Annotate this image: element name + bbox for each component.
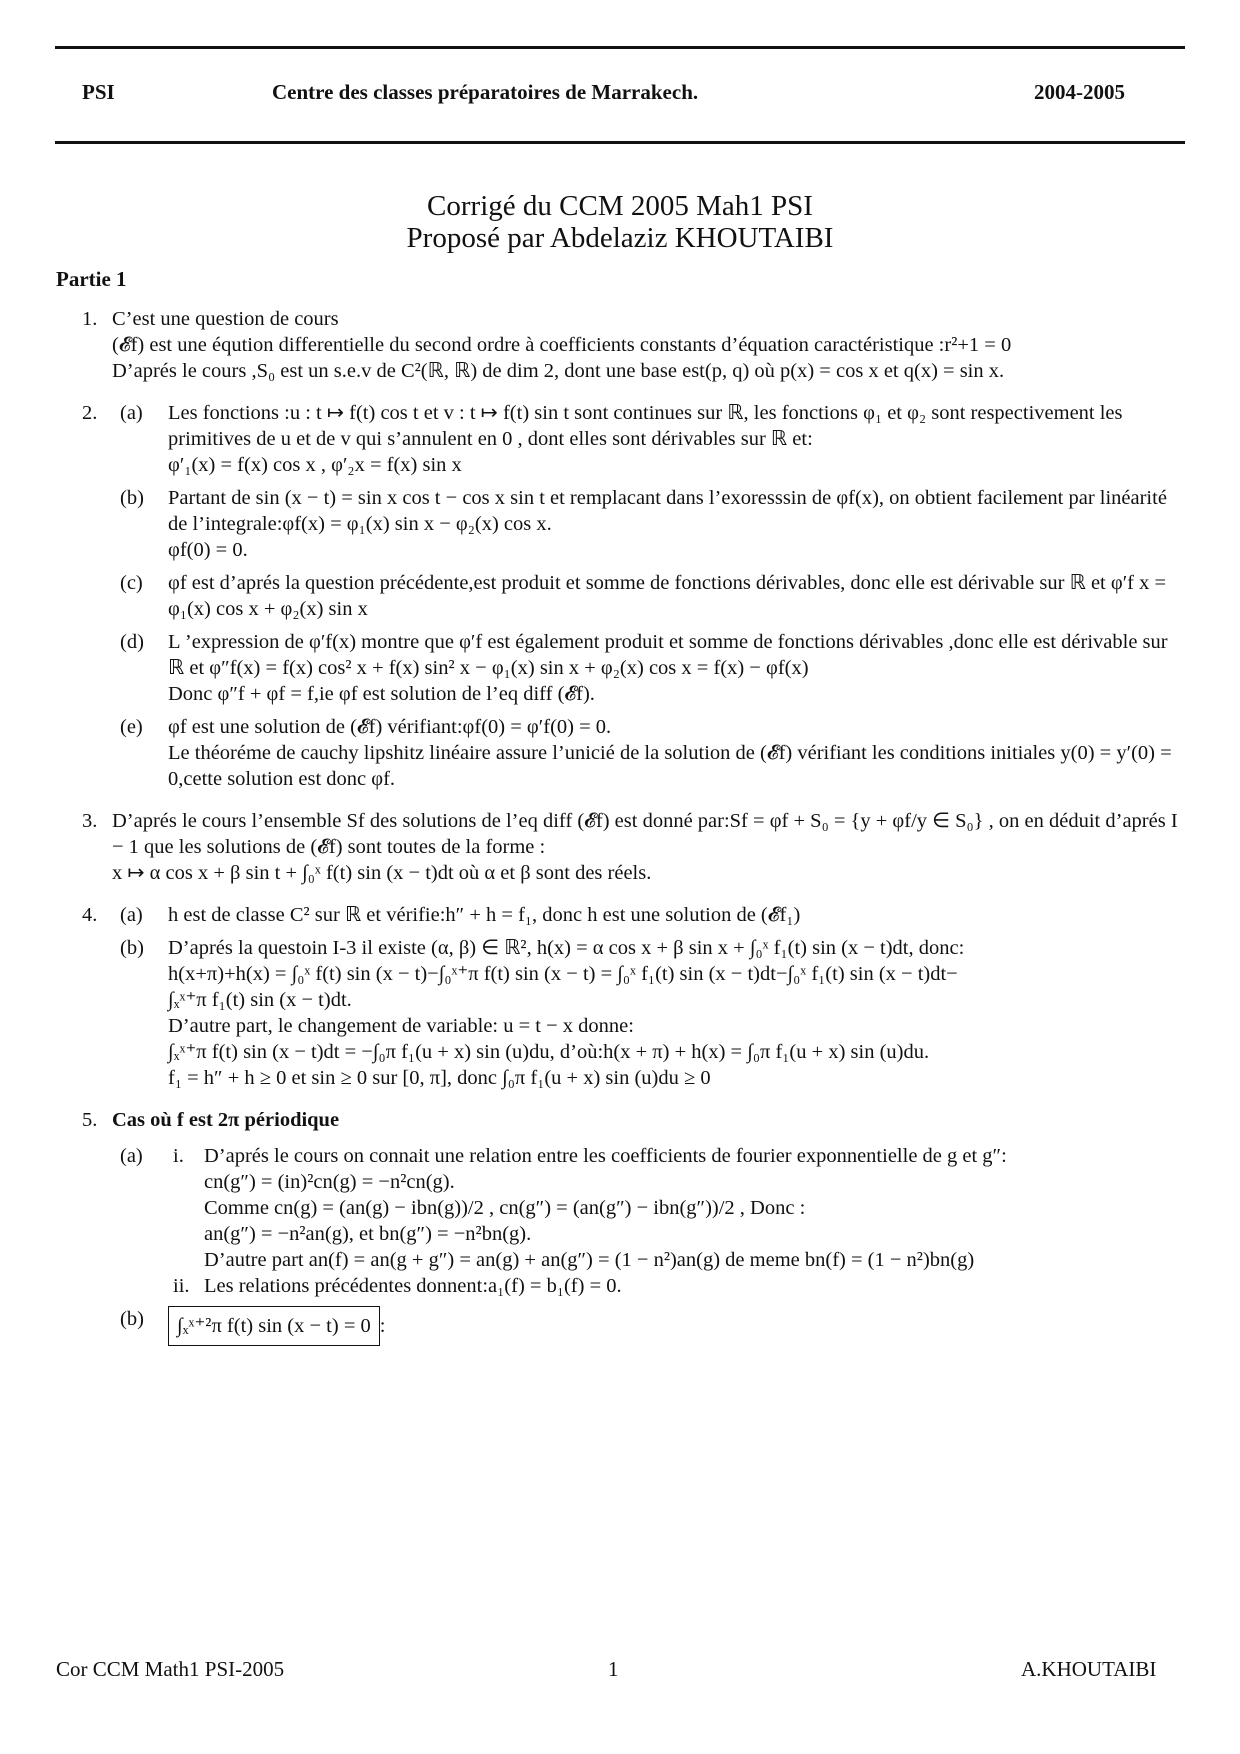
footer-left: Cor CCM Math1 PSI-2005 [56,1657,285,1681]
sub-question-label: (d) [120,631,144,653]
sub-question [112,570,1186,622]
text-line: Le théoréme de cauchy lipshitz linéaire assure l’unicié de la solution de (𝓔f) vérifiant les conditions initiales y(0) = y′(0) = 0,cette solution est donc φf. [168,742,1172,790]
sub-question [112,1306,1186,1346]
sub-sub-question [168,1273,1186,1299]
text-line: ∫ₓˣ⁺π f(t) sin (x − t)dt = −∫₀π f₁(u + x) sin (u)du, d’où:h(x + π) + h(x) = ∫₀π f₁(u + x) sin (u)du. [168,1041,930,1063]
document-title [0,190,1240,254]
question-number: 3. [82,810,98,832]
text-line: Partant de sin (x − t) = sin x cos t − cos x sin t et remplacant dans l’exoresssin de φf(x), on obtient facilement par linéarité de l’integrale:φf(x) = φ₁(x) sin x − φ₂(x) cos x. [168,487,1167,535]
text-line: φf(0) = 0. [168,539,248,561]
title-line-1: Corrigé du CCM 2005 Mah1 PSI [427,190,813,222]
sub-question-label: (a) [120,402,143,424]
text-line: Donc φ″f + φf = f,ie φf est solution de l’eq diff (𝓔f). [168,683,595,705]
sub-question [112,400,1186,478]
footer-right: A.KHOUTAIBI [1021,1657,1157,1681]
text-line: x ↦ α cos x + β sin t + ∫₀ˣ f(t) sin (x − t)dt où α et β sont des réels. [112,862,652,884]
text-line: D’aprés le cours ,S₀ est un s.e.v de C²(ℝ, ℝ) de dim 2, dont une base est(p, q) où p(x) = cos x et q(x) = sin x. [112,360,1005,382]
text-line: φ′₁(x) = f(x) cos x , φ′₂x = f(x) sin x [168,454,462,476]
text-line: Comme cn(g) = (an(g) − ibn(g))/2 , cn(g″) = (an(g″) − ibn(g″))/2 , Donc : [204,1197,806,1219]
boxed-suffix: : [379,1315,386,1337]
text-line: (𝓔f) est une éqution differentielle du second ordre à coefficients constants d’équation caractéristique :r²+1 = 0 [112,334,1012,356]
boxed-line [168,1306,1186,1346]
header-center: Centre des classes préparatoires de Marrakech. [272,80,699,104]
page-number: 1 [608,1657,619,1681]
text-line: D’autre part, le changement de variable: u = t − x donne: [168,1015,634,1037]
sub-question-label: (c) [120,572,143,594]
text-line: an(g″) = −n²an(g), et bn(g″) = −n²bn(g). [204,1223,532,1245]
text-line: f₁ = h″ + h ≥ 0 et sin ≥ 0 sur [0, π], donc ∫₀π f₁(u + x) sin (u)du ≥ 0 [168,1067,711,1089]
text-line: D’autre part an(f) = an(g + g″) = an(g) + an(g″) = (1 − n²)an(g) de meme bn(f) = (1 − n²)bn(g) [204,1249,975,1271]
question-number: 2. [82,402,98,424]
sub-question-label: (b) [120,1308,144,1330]
question-item [56,306,1186,384]
sub-question [112,714,1186,792]
sub-question-label: (a) [120,1145,143,1167]
text-line: φf est d’aprés la question précédente,est produit et somme de fonctions dérivables, donc elle est dérivable sur ℝ et φ′f x = φ₁(x) cos x + φ₂(x) sin x [168,572,1167,620]
text-line: D’aprés le cours l’ensemble Sf des solutions de l’eq diff (𝓔f) est donné par:Sf = φf + S₀ = {y + φf/y ∈ S₀} , on en déduit d’aprés I − 1 que les solutions de (𝓔f) sont toutes de la forme : [112,810,1178,858]
text-line: D’aprés la questoin I-3 il existe (α, β) ∈ ℝ², h(x) = α cos x + β sin x + ∫₀ˣ f₁(t) sin (x − t)dt, donc: [168,937,965,959]
sub-question [112,485,1186,563]
sub-question-label: (e) [120,716,143,738]
sub-sub-question-label: i. [173,1145,184,1167]
question-item [56,400,1186,792]
header-bottom-rule [55,141,1185,144]
question-item [56,808,1186,886]
boxed-formula: ∫ₓˣ⁺²π f(t) sin (x − t) = 0 [168,1306,380,1346]
text-line: C’est une question de cours [112,308,339,330]
sub-question-label: (a) [120,904,143,926]
text-line: Les fonctions :u : t ↦ f(t) cos t et v : t ↦ f(t) sin t sont continues sur ℝ, les fonctions φ₁ et φ₂ sont respectivement les primitives de u et de v qui s’annulent en 0 , dont elles sont dérivables sur ℝ et: [168,402,1123,450]
text-line: Les relations précédentes donnent:a₁(f) = b₁(f) = 0. [204,1275,622,1297]
text-line: h(x+π)+h(x) = ∫₀ˣ f(t) sin (x − t)−∫₀ˣ⁺π f(t) sin (x − t) = ∫₀ˣ f₁(t) sin (x − t)dt−∫₀ˣ f₁(t) sin (x − t)dt− [168,963,958,985]
text-line: L ’expression de φ′f(x) montre que φ′f est également produit et somme de fonctions dérivables ,donc elle est dérivable sur ℝ et φ″f(x) = f(x) cos² x + f(x) sin² x − φ₁(x) sin x + φ₂(x) cos x = f(x) − φf(x) [168,631,1168,679]
part-title: Partie 1 [56,267,127,291]
text-line: D’aprés le cours on connait une relation entre les coefficients de fourier exponnentielle de g et g″: [204,1145,1007,1167]
question-item [56,902,1186,1091]
sub-question-label: (b) [120,487,144,509]
header-left: PSI [82,80,115,104]
sub-question [112,935,1186,1091]
text-line: ∫ₓˣ⁺π f₁(t) sin (x − t)dt. [168,989,352,1011]
text-line: cn(g″) = (in)²cn(g) = −n²cn(g). [204,1171,455,1193]
question-item [56,1107,1186,1346]
sub-question-label: (b) [120,937,144,959]
text-line: h est de classe C² sur ℝ et vérifie:h″ + h = f₁, donc h est une solution de (𝓔f₁) [168,904,801,926]
sub-question [112,902,1186,928]
question-number: 5. [82,1109,98,1131]
sub-question [112,629,1186,707]
section-heading: Cas où f est 2π périodique [112,1109,340,1131]
answer-list [56,306,1186,1362]
sub-sub-question-label: ii. [173,1275,190,1297]
sub-question [112,1143,1186,1299]
top-rule [55,46,1185,49]
sub-sub-question [168,1143,1186,1273]
text-line: φf est une solution de (𝓔f) vérifiant:φf(0) = φ′f(0) = 0. [168,716,612,738]
header-right: 2004-2005 [1034,80,1125,104]
question-number: 4. [82,904,98,926]
title-line-2: Proposé par Abdelaziz KHOUTAIBI [406,222,834,254]
question-number: 1. [82,308,98,330]
